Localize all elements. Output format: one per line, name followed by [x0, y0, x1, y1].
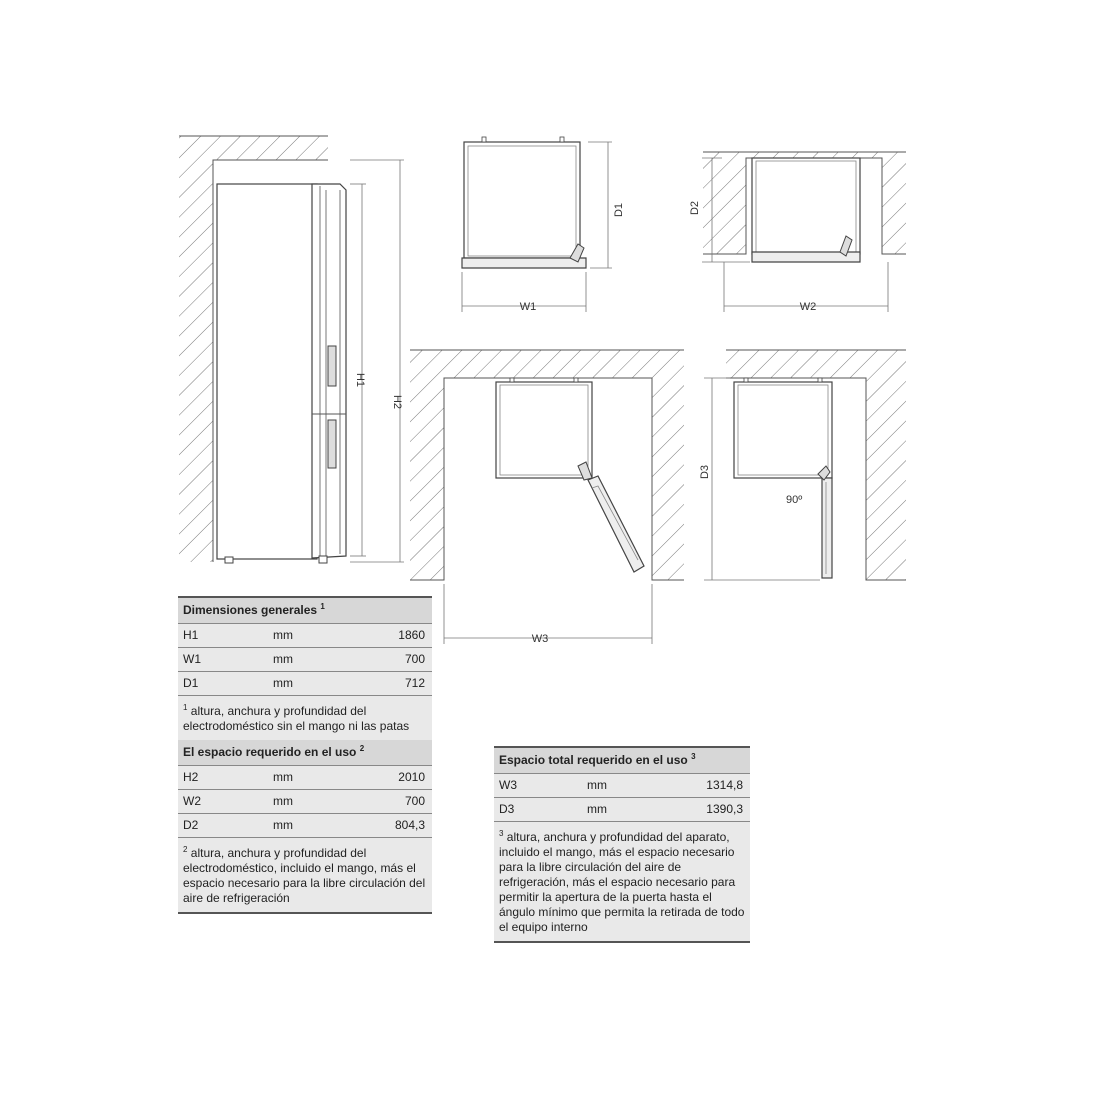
- table-row: D1 mm 712: [178, 672, 432, 696]
- table-row: W2 mm 700: [178, 790, 432, 814]
- dimensions-table-right: [494, 746, 750, 943]
- table-row: W1 mm 700: [178, 648, 432, 672]
- handle-upper: [328, 346, 336, 386]
- total-space-footnote: $^3$ altura, anchura y profundidad del aparato, incluido el mango, más el espacio necesario para la libre circulación del aire de refrigeración, más el espacio necesario para permitir la apertura de la puerta hasta el ángulo mínimo que permita la retirada de todo el equipo interno: [494, 822, 750, 941]
- top-view-d2-w2: [689, 152, 906, 313]
- D3-label: D3: [699, 464, 711, 480]
- open-door-w3: [588, 476, 644, 572]
- table-row: D2 mm 804,3: [178, 814, 432, 838]
- total-space-section: [494, 748, 750, 941]
- W3-label: W3: [531, 633, 549, 645]
- table-row: H2 mm 2010: [178, 766, 432, 790]
- general-dimensions-title: Dimensiones generales $^1$: [178, 598, 432, 624]
- top-view-w3: [410, 350, 684, 645]
- W2-label: W2: [799, 301, 817, 313]
- total-space-title: Espacio total requerido en el uso $^3$: [494, 748, 750, 774]
- H1-label: H1: [354, 372, 366, 388]
- handle-lower: [328, 420, 336, 468]
- W1-label: W1: [519, 301, 537, 313]
- table-row: H1 mm 1860: [178, 624, 432, 648]
- use-space-section: [178, 740, 432, 912]
- general-dimensions-footnote: $^1$ altura, anchura y profundidad del electrodoméstico sin el mango ni las patas: [178, 696, 432, 740]
- D2-label: D2: [689, 200, 701, 216]
- use-space-footnote: $^2$ altura, anchura y profundidad del electrodoméstico, incluido el mango, más el espacio necesario para la libre circulación del aire de refrigeración: [178, 838, 432, 912]
- table-row: W3 mm 1314,8: [494, 774, 750, 798]
- H2-label: H2: [391, 394, 403, 410]
- door-top: [462, 258, 586, 268]
- fridge-in-niche: [752, 158, 860, 254]
- open-door-d3: [822, 478, 832, 578]
- fridge-body-side: [217, 184, 317, 559]
- D1-label: D1: [613, 202, 625, 218]
- fridge-d3: [734, 382, 832, 478]
- top-view-d1-w1: [462, 137, 625, 313]
- table-row: D3 mm 1390,3: [494, 798, 750, 822]
- fridge-w3: [496, 382, 592, 478]
- use-space-title: El espacio requerido en el uso $^2$: [178, 740, 432, 766]
- top-view-d3: [699, 350, 906, 580]
- side-view: [179, 136, 404, 563]
- angle-label: 90º: [786, 494, 803, 506]
- general-dimensions-section: [178, 598, 432, 740]
- fridge-top: [464, 142, 580, 258]
- dimensions-table-left: [178, 596, 432, 914]
